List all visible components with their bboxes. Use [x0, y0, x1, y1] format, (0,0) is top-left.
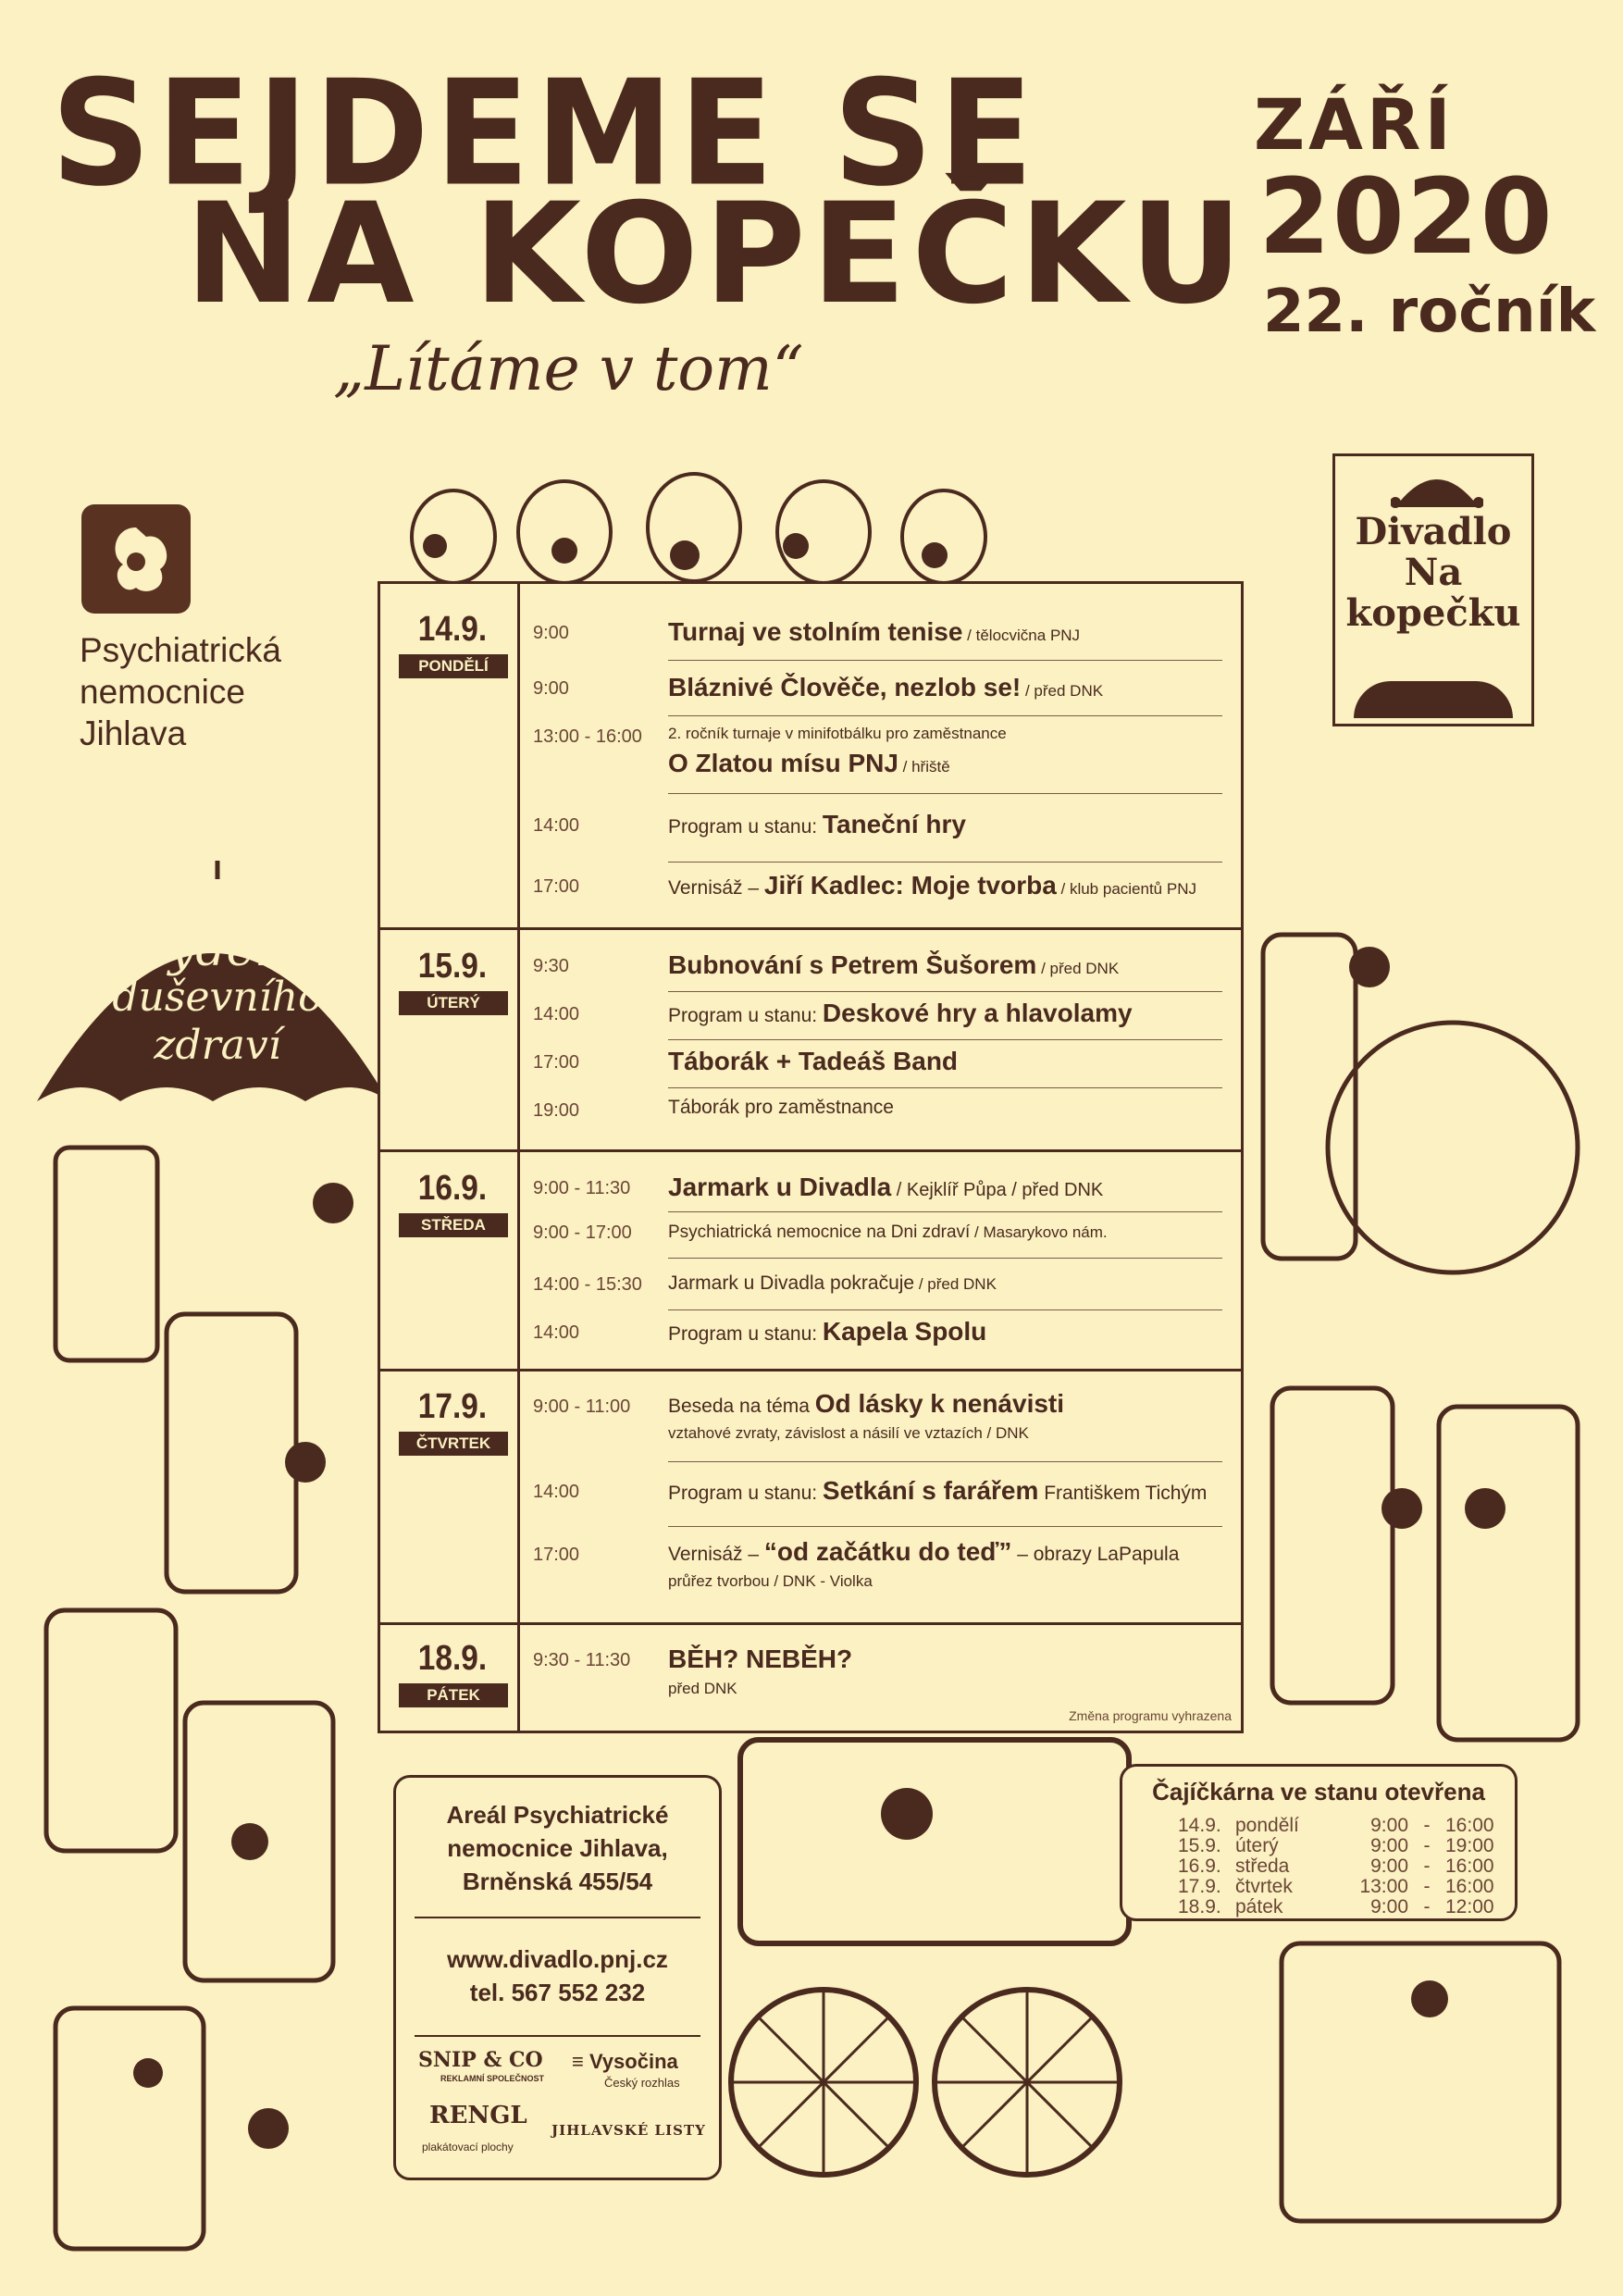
day-name: ÚTERÝ [399, 991, 508, 1015]
event-title: Deskové hry a hlavolamy [822, 999, 1133, 1027]
website-link[interactable]: www.divadlo.pnj.cz [447, 1945, 668, 1973]
event-title: Táborák + Tadeáš Band [668, 1047, 959, 1075]
sponsor-vysocina-name: Vysočina [588, 2050, 678, 2073]
address-line2: nemocnice Jihlava, [447, 1834, 668, 1862]
event-pretext: 2. ročník turnaje v minifotbálku pro zaměstnance [668, 725, 1007, 742]
umbrella-text-line1: týden [149, 922, 286, 977]
sponsor-rengl-subtitle: plakátovací plochy [422, 2141, 514, 2153]
day-column-divider [517, 584, 520, 1731]
edition-label: 22. ročník [1263, 278, 1596, 346]
tea-room-day: úterý [1235, 1835, 1279, 1856]
event-title: Taneční hry [822, 810, 967, 838]
tea-room-hours-box [1120, 1764, 1518, 1921]
tea-room-day: čtvrtek [1235, 1876, 1293, 1897]
event-pretext: Program u stanu: [668, 1323, 823, 1345]
day-separator [380, 1369, 1241, 1371]
event-location: / před DNK [1036, 960, 1120, 977]
address-box [393, 1775, 722, 2180]
event-title: BĚH? NEBĚH? [668, 1644, 853, 1673]
address-line1: Areál Psychiatrické [446, 1801, 669, 1829]
hospital-name-line1: Psychiatrická [80, 631, 281, 669]
event-location: / Kejklíř Půpa / před DNK [891, 1180, 1104, 1200]
row-divider [668, 660, 1222, 661]
tea-room-open: 9:00 [1370, 1835, 1408, 1856]
event-time: 9:30 - 11:30 [533, 1650, 631, 1670]
event-title: Turnaj ve stolním tenise [668, 617, 963, 646]
theatre-logo-line2: Na [1404, 551, 1463, 594]
day-date: 16.9. [417, 1169, 488, 1208]
day-name: PÁTEK [399, 1683, 508, 1707]
sponsor-vysocina-logo: ≡ Vysočina [572, 2050, 678, 2073]
day-name: ČTVRTEK [399, 1432, 508, 1456]
row-divider [668, 1461, 1222, 1462]
event-title: Bláznivé Člověče, nezlob se! [668, 673, 1022, 701]
tea-room-date: 16.9. [1178, 1855, 1221, 1877]
day-name: STŘEDA [399, 1213, 508, 1237]
tea-room-open: 9:00 [1370, 1896, 1408, 1917]
umbrella-text-line3: zdraví [154, 1022, 281, 1069]
tea-room-row: 18.9. pátek 9:00 - 12:00 [1178, 1896, 1494, 1917]
tea-room-row: 14.9. pondělí 9:00 - 16:00 [1178, 1815, 1494, 1836]
hospital-name [80, 629, 281, 754]
event-title: Setkání s farářem [822, 1476, 1039, 1505]
event-title: Jarmark u Divadla pokračuje [668, 1272, 915, 1294]
event-title: O Zlatou mísu PNJ [668, 749, 898, 777]
day-date: 14.9. [417, 610, 488, 649]
tea-room-day: pondělí [1235, 1815, 1299, 1836]
event-note: průřez tvorbou / DNK - Violka [668, 1572, 873, 1590]
row-divider [668, 1211, 1222, 1212]
event-location: / tělocvična PNJ [962, 627, 1081, 644]
event-note: vztahové zvraty, závislost a násilí ve vztazích / DNK [668, 1424, 1029, 1442]
event-title: Táborák pro zaměstnance [668, 1097, 894, 1118]
event-location: / Masarykovo nám. [970, 1223, 1108, 1241]
day-separator [380, 1622, 1241, 1625]
umbrella-text [65, 922, 370, 1070]
row-divider [668, 715, 1222, 716]
tea-room-date: 17.9. [1178, 1876, 1221, 1897]
sponsor-snip-logo: SNIP & CO [418, 2048, 543, 2072]
event-posttext: – obrazy LaPapula [1011, 1544, 1180, 1565]
event-time: 9:00 - 17:00 [533, 1222, 632, 1243]
hospital-name-line3: Jihlava [80, 714, 187, 752]
event-time: 13:00 - 16:00 [533, 726, 642, 747]
tea-room-row: 17.9. čtvrtek 13:00 - 16:00 [1178, 1876, 1494, 1897]
event-time: 9:00 - 11:30 [533, 1178, 631, 1198]
theatre-logo-line1: Divadlo [1355, 510, 1512, 553]
tea-room-close: 16:00 [1445, 1876, 1494, 1897]
hospital-name-line2: nemocnice [80, 673, 245, 711]
jester-hat-icon [1391, 461, 1483, 512]
event-title: Jiří Kadlec: Moje tvorba [763, 871, 1057, 900]
event-time: 17:00 [533, 876, 580, 897]
event-time: 14:00 - 15:30 [533, 1274, 642, 1295]
event-location: / hřiště [898, 758, 950, 776]
event-note: před DNK [668, 1680, 737, 1697]
tea-room-close: 19:00 [1445, 1835, 1494, 1856]
divider [415, 1917, 700, 1918]
tea-room-heading: Čajíčkárna ve stanu otevřena [1152, 1778, 1485, 1806]
theatre-logo [1332, 453, 1534, 726]
tea-room-row: 16.9. středa 9:00 - 16:00 [1178, 1855, 1494, 1877]
day-name: PONDĚLÍ [399, 654, 508, 678]
tea-room-date: 15.9. [1178, 1835, 1221, 1856]
row-divider [668, 1258, 1222, 1259]
event-pretext: Vernisáž – [668, 1544, 764, 1565]
event-pretext: Program u stanu: [668, 1005, 823, 1026]
tea-room-close: 16:00 [1445, 1855, 1494, 1877]
hill-icon [1354, 681, 1513, 718]
tea-room-date: 18.9. [1178, 1896, 1221, 1917]
day-separator [380, 927, 1241, 930]
tea-room-date: 14.9. [1178, 1815, 1221, 1836]
event-location: / klub pacientů PNJ [1056, 880, 1196, 898]
sponsor-rengl-logo: RENGL [429, 2102, 527, 2129]
day-date: 15.9. [417, 947, 488, 986]
phone-number: tel. 567 552 232 [469, 1979, 646, 2006]
tea-room-open: 13:00 [1359, 1876, 1408, 1897]
row-divider [668, 1526, 1222, 1527]
tea-room-row: 15.9. úterý 9:00 - 19:00 [1178, 1835, 1494, 1856]
event-location: / před DNK [914, 1275, 997, 1293]
program-schedule [378, 581, 1244, 1733]
row-divider [668, 862, 1222, 863]
tea-room-open: 9:00 [1370, 1815, 1408, 1836]
event-time: 19:00 [533, 1100, 580, 1121]
row-divider [668, 1309, 1222, 1310]
sponsor-vysocina-subtitle: Český rozhlas [604, 2076, 680, 2090]
program-change-note: Změna programu vyhrazena [1069, 1708, 1232, 1723]
tea-room-close: 12:00 [1445, 1896, 1494, 1917]
event-time: 17:00 [533, 1545, 580, 1565]
event-time: 14:00 [533, 1004, 580, 1024]
row-divider [668, 991, 1222, 992]
event-time: 9:30 [533, 956, 569, 976]
poster-title-line1: SEJDEME SE [51, 49, 1039, 219]
event-time: 14:00 [533, 1482, 580, 1502]
umbrella-text-line2: duševního [112, 974, 323, 1021]
event-title: Jarmark u Divadla [668, 1173, 892, 1201]
left-clown-figures-illustration [28, 1129, 379, 2277]
event-posttext: Františkem Tichým [1038, 1483, 1208, 1504]
event-title: Od lásky k nenávisti [814, 1389, 1065, 1418]
hospital-logo-icon [81, 504, 191, 614]
clown-faces-illustration [389, 467, 1018, 588]
event-time: 9:00 - 11:00 [533, 1396, 631, 1417]
event-location: / před DNK [1021, 682, 1104, 700]
event-pretext: Program u stanu: [668, 1483, 823, 1504]
right-clown-figures-illustration [1245, 870, 1596, 2277]
tea-room-open: 9:00 [1370, 1855, 1408, 1877]
row-divider [668, 1039, 1222, 1040]
day-date: 17.9. [417, 1387, 488, 1426]
event-time: 14:00 [533, 1322, 580, 1343]
row-divider [668, 1087, 1222, 1088]
event-pretext: Beseda na téma [668, 1396, 815, 1417]
year-label: 2020 [1258, 157, 1555, 278]
event-title: “od začátku do teď” [763, 1537, 1012, 1566]
event-time: 9:00 [533, 623, 569, 643]
event-time: 9:00 [533, 678, 569, 699]
row-divider [668, 793, 1222, 794]
sponsor-jihlavske-listy-logo: JIHLAVSKÉ LISTY [551, 2122, 706, 2139]
event-title: Psychiatrická nemocnice na Dni zdraví [668, 1222, 971, 1242]
event-pretext: Vernisáž – [668, 877, 764, 899]
event-title: Bubnování s Petrem Šušorem [668, 950, 1037, 979]
tea-room-day: pátek [1235, 1896, 1283, 1917]
event-pretext: Program u stanu: [668, 816, 823, 838]
tea-room-close: 16:00 [1445, 1815, 1494, 1836]
divider [415, 2035, 700, 2037]
poster-subtitle: „Lítáme v tom“ [333, 333, 804, 404]
day-date: 18.9. [417, 1639, 488, 1678]
day-separator [380, 1149, 1241, 1152]
event-title: Kapela Spolu [822, 1317, 987, 1346]
event-time: 14:00 [533, 815, 580, 836]
tea-room-day: středa [1235, 1855, 1290, 1877]
event-time: 17:00 [533, 1052, 580, 1073]
month-label: ZÁŘÍ [1254, 83, 1455, 166]
cart-wheels-illustration [722, 1731, 1147, 2277]
poster-title-line2: NA KOPEČKU [185, 174, 1248, 335]
address-line3: Brněnská 455/54 [462, 1868, 653, 1895]
sponsor-snip-subtitle: REKLAMNÍ SPOLEČNOST [440, 2074, 545, 2083]
theatre-logo-line3: kopečku [1345, 591, 1521, 635]
